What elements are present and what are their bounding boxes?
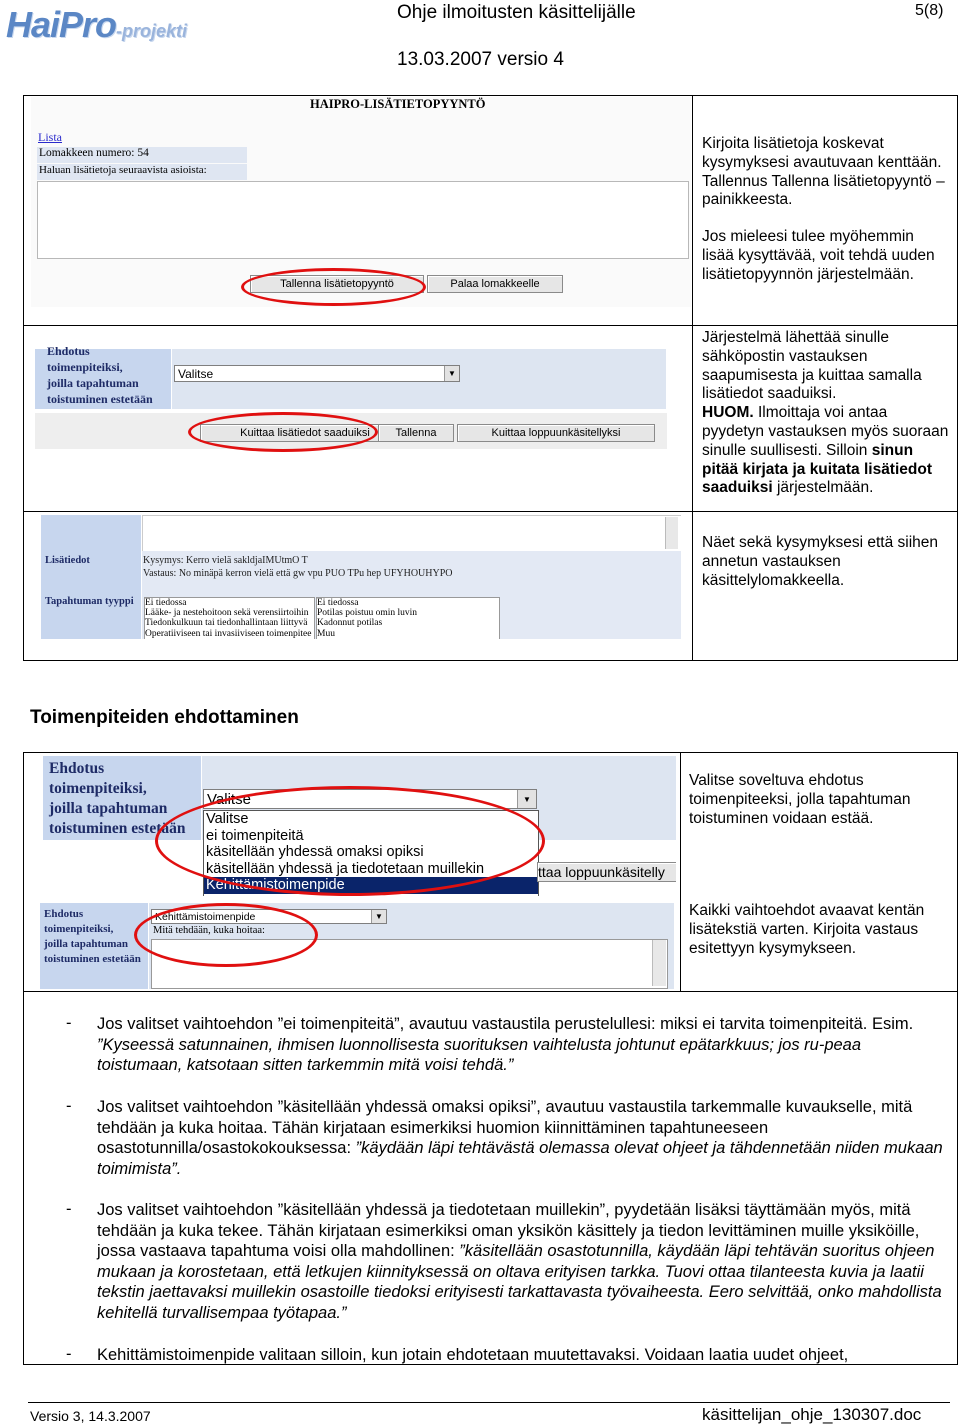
chevron-down-icon: ▼	[371, 910, 386, 923]
proposal-select-large[interactable]: Valitse ▼	[203, 789, 537, 809]
action-prompt: Mitä tehdään, kuka hoitaa:	[153, 925, 265, 936]
highlight-ellipse	[134, 903, 318, 967]
chevron-down-icon: ▼	[444, 366, 459, 381]
form-number: Lomakkeen numero: 54	[39, 147, 149, 159]
ack-completed-button[interactable]: Kuittaa loppuunkäsitellyksi	[457, 424, 655, 442]
proposal-label: Ehdotus toimenpiteiksi, joilla tapahtuman toistuminen estetään	[47, 345, 153, 406]
page-number: 5(8)	[915, 2, 944, 19]
note-ack: Järjestelmä lähettää sinulle sähköpostin vastauksen saapumisesta ja kuittaa samalla lisätiedot saaduiksi. HUOM. Ilmoittaja voi antaa pyydetyn vastauksen myös suoraan sinulle suullisesti. Silloin sinun pitää kirjata ja kuitata lisätiedot saaduiksi järjestelmään.	[702, 329, 949, 497]
logo-sub: -projekti	[116, 21, 188, 41]
footer-rule	[28, 1402, 950, 1403]
note-answer: Näet sekä kysymyksesi että siihen annetun vastauksen käsittelylomakkeella.	[702, 534, 939, 589]
list-link[interactable]: Lista	[38, 130, 62, 144]
scrollbar[interactable]	[652, 940, 666, 986]
event-type-list-1[interactable]: Ei tiedossa Lääke- ja nestehoitoon sekä verensiirtoihin Tiedonkulkuun tai tiedonhallintaan liittyvä Operatiiviseen tai invasiiviseen toimenpitee	[144, 597, 315, 639]
option-no-actions[interactable]: ei toimenpiteitä	[206, 827, 304, 844]
highlight-ellipse	[155, 786, 545, 896]
note-request-p2: Jos mieleesi tulee myöhemmin lisää kysyttävää, voit tehdä uuden lisätietopyynnön järjestelmään.	[702, 228, 935, 283]
haipro-logo	[6, 4, 187, 46]
proposal-label-small: Ehdotus toimenpiteiksi, joilla tapahtuman toistuminen estetään	[44, 908, 141, 965]
note-request-p1: Kirjoita lisätietoja koskevat kysymyksesi avautuvaan kenttään. Tallennus Tallenna lisätietopyyntö –painikkeesta.	[702, 135, 945, 209]
proposal-select[interactable]: Valitse ▼	[174, 365, 460, 382]
complete-button-partial[interactable]: ttaa loppuunkäsitelly	[537, 862, 676, 882]
bullet-dash: -	[66, 1014, 72, 1032]
proposal-label-large: Ehdotus toimenpiteiksi, joilla tapahtuman toistuminen estetään	[49, 760, 186, 837]
request-prompt: Haluan lisätietoja seuraavista asioista:	[39, 164, 207, 176]
logo-main: HaiPro	[6, 4, 117, 45]
save-button[interactable]: Tallenna	[378, 424, 454, 442]
event-type-list-2[interactable]: Ei tiedossa Potilas poistuu omin luvin Kadonnut potilas Muu	[316, 597, 500, 639]
question-text: Kysymys: Kerro vielä sakldjaIMUtmO T	[143, 555, 308, 566]
bullet-learn-together: Jos valitset vaihtoehdon ”käsitellään yhdessä omaksi opiksi”, avautuu vastaustila tarkemmalle kuvaukselle, mitä tehdään ja kuka hoitaa. Tähän kirjataan esimerkiksi huomion kiinnittäminen tapahtuneeseen osastotunnilla/osastokokouksessa: ”käydään läpi tehtävästä olemassa olevat ohjeet ja tähdennetään niiden mukaan toimimista”.	[97, 1098, 943, 1178]
document-title: Ohje ilmoitusten käsittelijälle	[397, 2, 636, 23]
bullet-dash: -	[66, 1097, 72, 1115]
info-label: Lisätiedot	[45, 555, 90, 566]
bullet-dash: -	[66, 1345, 72, 1363]
event-type-label: Tapahtuman tyyppi	[45, 596, 134, 607]
ack-info-received-button[interactable]: Kuittaa lisätiedot saaduiksi	[200, 424, 410, 442]
section-title: Toimenpiteiden ehdottaminen	[30, 707, 299, 728]
footer-filename: käsittelijan_ohje_130307.doc	[702, 1405, 922, 1424]
document-version: 13.03.2007 versio 4	[397, 49, 564, 70]
bullet-development: Kehittämistoimenpide valitaan silloin, kun jotain ehdotetaan muutettavaksi. Voidaan laatia uudet ohjeet,	[97, 1346, 849, 1364]
screenshot-answer-view	[35, 515, 681, 639]
proposal-select-small[interactable]: Kehittämistoimenpide ▼	[151, 909, 387, 924]
form-title: HAIPRO-LISÄTIETOPYYNTÖ	[310, 97, 486, 111]
highlight-ellipse	[241, 268, 426, 306]
chevron-down-icon: ▼	[517, 790, 536, 808]
back-to-form-button[interactable]: Palaa lomakkeelle	[427, 275, 563, 293]
bullet-no-actions: Jos valitset vaihtoehdon ”ei toimenpiteitä”, avautuu vastaustila perustelullesi: miksi ei tarvita toimenpiteitä. Esim. ”Kyseessä satunnainen, ihmisen luonnollisesta suorituksen vaihtelusta johtunut epätarkkuus; jos ru-peaa toistumaan, katsotaan sitten tarkemmin mitä voisi tehdä.”	[97, 1015, 914, 1075]
request-textarea[interactable]	[37, 181, 689, 259]
note-proposal: Valitse soveltuva ehdotus toimenpiteeksi, jolla tapahtuman toistuminen voidaan estää.	[689, 772, 911, 827]
note-request	[702, 135, 950, 285]
screenshot-proposal-text	[36, 903, 674, 989]
option-development[interactable]: Kehittämistoimenpide	[204, 877, 538, 894]
option-learn-together[interactable]: käsitellään yhdessä omaksi opiksi	[206, 844, 424, 860]
bullet-dash: -	[66, 1200, 72, 1218]
save-request-button[interactable]: Tallenna lisätietopyyntö	[250, 275, 424, 293]
option-choose[interactable]: Valitse	[206, 811, 249, 827]
footer-version: Versio 3, 14.3.2007	[30, 1408, 151, 1424]
option-inform-others[interactable]: käsitellään yhdessä ja tiedotetaan muillekin	[206, 860, 485, 877]
bullet-inform-others: Jos valitset vaihtoehdon ”käsitellään yhdessä ja tiedotetaan muillekin”, pyydetään lisäksi täyttämään myös, mitä tehdään ja kuka tekee. Tähän kirjataan esimerkiksi oman yksikön käsittely ja tiedon levittäminen muille yksiköille, jossa vastaava tapahtuma voisi olla mahdollinen: ”käsitellään osastotunnilla, käydään läpi tehtävän suoritus ohjeen mukaan ja korostetaan, että letkujen kiinnityksessä on oltava erityisen tarkka. Tuovi ottaa tilanteesta kuvia ja laatii tekstin jaettavaksi muillekin osastoille tiedoksi erityisesti tarkattavasta työvaiheesta. Eero selvittää, onko mahdollista kehitellä turvallisempaa työtapaa.”	[97, 1201, 942, 1322]
answer-text: Vastaus: No minäpä kerron vielä että gw vpu PUO TPu hep UFYHOUHYPO	[143, 568, 453, 579]
highlight-ellipse	[188, 412, 378, 452]
note-proposal-text: Kaikki vaihtoehdot avaavat kentän lisätekstiä varten. Kirjoita vastaus esitettyyn kysymykseen.	[689, 902, 925, 957]
